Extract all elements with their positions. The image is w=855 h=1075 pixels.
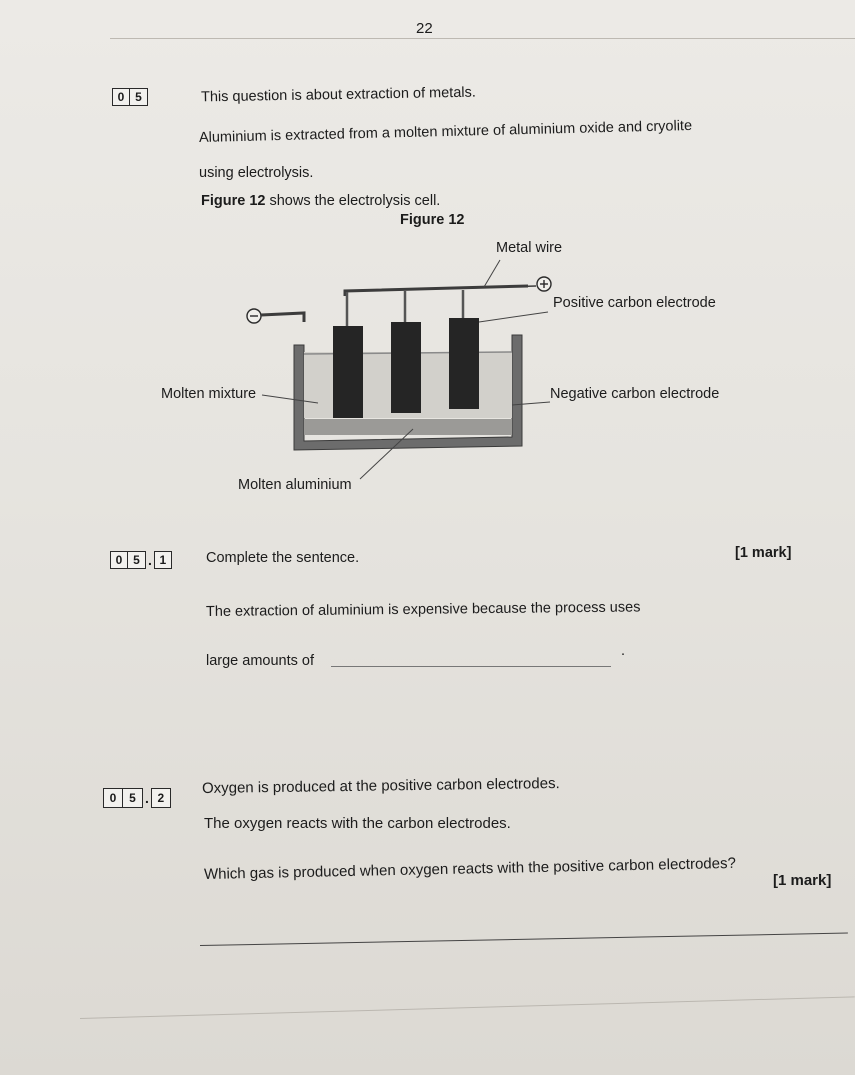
part1-digit: 0 [110,551,128,569]
label-positive-electrode: Positive carbon electrode [553,295,716,311]
part2-digit: 0 [103,788,123,808]
question-paragraph-line2: using electrolysis. [199,165,314,181]
part2-digit: 2 [151,788,171,808]
figure-title: Figure 12 [400,212,465,228]
page-bottom-line [80,996,855,1019]
question-digit: 0 [112,88,130,106]
positive-electrode-2 [391,322,421,413]
part2-line2: The oxygen reacts with the carbon electrodes. [204,815,511,832]
label-molten-aluminium: Molten aluminium [238,477,352,493]
part2-number-box [103,788,171,808]
part2-dot: . [145,790,149,806]
negative-terminal-lead [261,313,304,322]
electrolysis-cell-diagram [0,0,855,520]
part1-number-box [110,551,172,569]
part1-dot: . [148,552,152,568]
leader-metal-wire [484,260,500,287]
part2-marks: [1 mark] [773,872,832,889]
positive-electrode-1 [333,326,363,418]
part1-digit: 5 [128,551,146,569]
question-intro: This question is about extraction of metals. [200,84,476,106]
page-number: 22 [416,20,433,37]
label-negative-electrode: Negative carbon electrode [550,386,720,402]
part1-answer-line[interactable] [331,666,611,667]
label-molten-mixture: Molten mixture [161,386,257,402]
part1-end-punctuation: . [621,643,626,659]
positive-electrode-3 [449,318,479,409]
figure-reference-rest: shows the electrolysis cell. [265,193,441,209]
part2-statement: Oxygen is produced at the positive carbon electrodes. [201,775,560,797]
part1-marks: [1 mark] [735,545,792,561]
part1-sentence-line1: The extraction of aluminium is expensive because the process uses [205,599,641,620]
part2-answer-line[interactable] [200,933,848,946]
leader-molten-aluminium [360,429,413,479]
part2-digit: 5 [123,788,143,808]
part2-question: Which gas is produced when oxygen reacts with the positive carbon electrodes? [203,854,737,883]
label-metal-wire: Metal wire [496,240,563,256]
part1-digit: 1 [154,551,172,569]
leader-positive-electrode [479,312,548,322]
question-digit: 5 [130,88,148,106]
part1-instruction: Complete the sentence. [206,550,360,566]
question-paragraph-line1: Aluminium is extracted from a molten mixture of aluminium oxide and cryolite [198,117,693,146]
part1-sentence-line2: large amounts of [206,653,315,669]
molten-aluminium-layer [304,419,512,435]
figure-reference-bold: Figure 12 [201,193,266,209]
